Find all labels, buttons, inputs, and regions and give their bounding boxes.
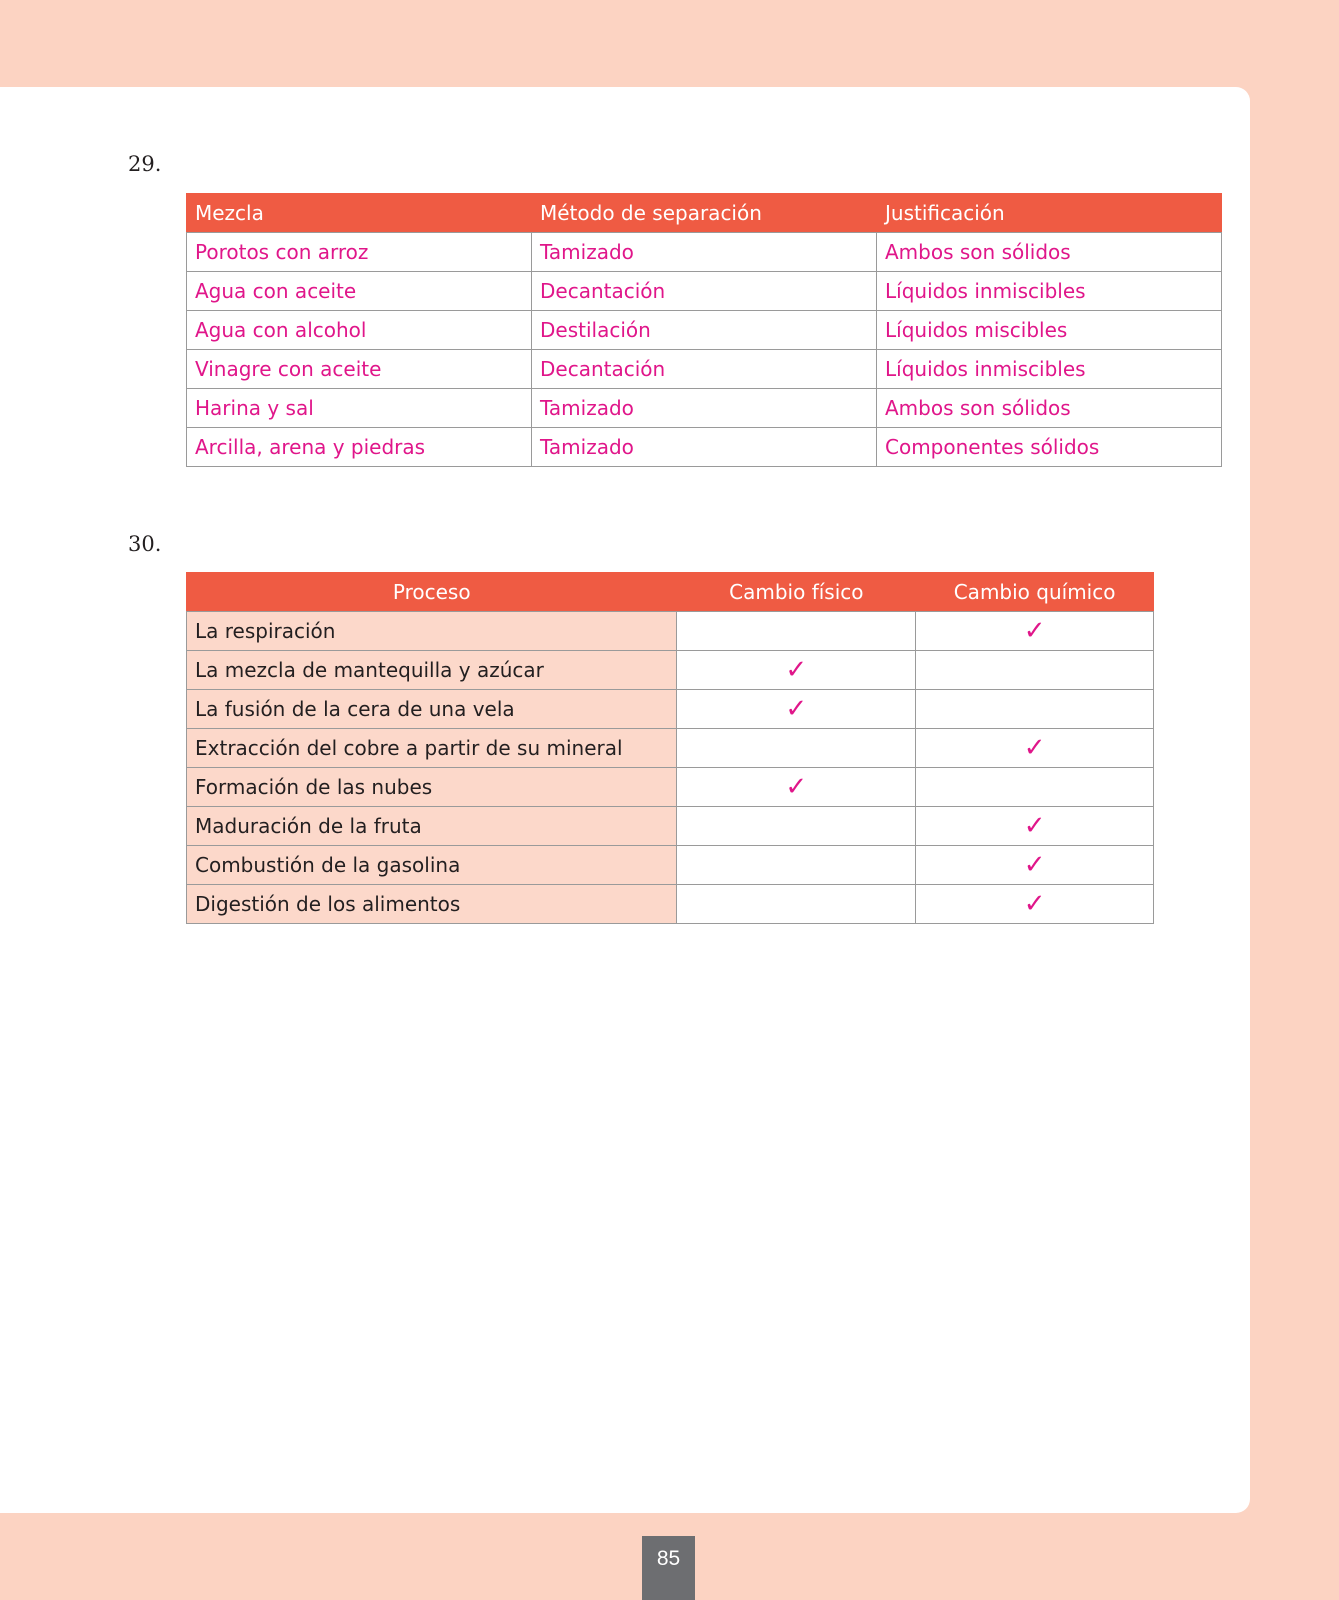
- check-icon: [677, 846, 916, 885]
- question-30-number: 30.: [128, 532, 162, 556]
- mezcla-cell: Agua con alcohol: [187, 311, 532, 350]
- page-number: 85: [642, 1536, 695, 1600]
- check-icon: ✓: [916, 612, 1154, 651]
- check-icon: ✓: [677, 768, 916, 807]
- header-cambio-fisico: Cambio físico: [677, 573, 916, 612]
- header-cambio-quimico: Cambio químico: [916, 573, 1154, 612]
- justificacion-cell: Líquidos inmiscibles: [877, 350, 1222, 389]
- table-row: [187, 311, 1222, 350]
- table-row: [187, 389, 1222, 428]
- table-row: [187, 651, 1154, 690]
- check-icon: ✓: [916, 885, 1154, 924]
- proceso-cell: La mezcla de mantequilla y azúcar: [187, 651, 677, 690]
- header-justificacion: Justificación: [877, 194, 1222, 233]
- table-row: [187, 428, 1222, 467]
- justificacion-cell: Ambos son sólidos: [877, 233, 1222, 272]
- mezcla-cell: Arcilla, arena y piedras: [187, 428, 532, 467]
- proceso-cell: La fusión de la cera de una vela: [187, 690, 677, 729]
- table-row: [187, 612, 1154, 651]
- table-row: [187, 846, 1154, 885]
- mezcla-cell: Porotos con arroz: [187, 233, 532, 272]
- metodo-cell: Destilación: [532, 311, 877, 350]
- metodo-cell: Decantación: [532, 272, 877, 311]
- check-icon: ✓: [916, 807, 1154, 846]
- mezcla-cell: Harina y sal: [187, 389, 532, 428]
- check-icon: [677, 612, 916, 651]
- justificacion-cell: Líquidos miscibles: [877, 311, 1222, 350]
- check-icon: ✓: [677, 690, 916, 729]
- check-icon: ✓: [677, 651, 916, 690]
- table-row: [187, 272, 1222, 311]
- justificacion-cell: Componentes sólidos: [877, 428, 1222, 467]
- proceso-cell: Extracción del cobre a partir de su mineral: [187, 729, 677, 768]
- check-icon: [916, 651, 1154, 690]
- proceso-cell: Combustión de la gasolina: [187, 846, 677, 885]
- table-row: [187, 690, 1154, 729]
- table-row: [187, 350, 1222, 389]
- check-icon: [677, 807, 916, 846]
- check-icon: ✓: [916, 729, 1154, 768]
- proceso-cell: Formación de las nubes: [187, 768, 677, 807]
- question-29-number: 29.: [128, 152, 162, 176]
- mezcla-cell: Agua con aceite: [187, 272, 532, 311]
- justificacion-cell: Ambos son sólidos: [877, 389, 1222, 428]
- check-icon: ✓: [916, 846, 1154, 885]
- metodo-cell: Tamizado: [532, 389, 877, 428]
- physical-chemical-change-table: [186, 572, 1154, 924]
- mezcla-cell: Vinagre con aceite: [187, 350, 532, 389]
- proceso-cell: Maduración de la fruta: [187, 807, 677, 846]
- header-mezcla: Mezcla: [187, 194, 532, 233]
- table-row: [187, 233, 1222, 272]
- header-proceso: Proceso: [187, 573, 677, 612]
- metodo-cell: Tamizado: [532, 233, 877, 272]
- check-icon: [916, 690, 1154, 729]
- table-row: [187, 768, 1154, 807]
- proceso-cell: Digestión de los alimentos: [187, 885, 677, 924]
- proceso-cell: La respiración: [187, 612, 677, 651]
- table-row: [187, 807, 1154, 846]
- justificacion-cell: Líquidos inmiscibles: [877, 272, 1222, 311]
- check-icon: [677, 885, 916, 924]
- metodo-cell: Tamizado: [532, 428, 877, 467]
- metodo-cell: Decantación: [532, 350, 877, 389]
- separation-methods-table: [186, 193, 1222, 467]
- table-header-row: [187, 573, 1154, 612]
- header-metodo: Método de separación: [532, 194, 877, 233]
- check-icon: [916, 768, 1154, 807]
- table-header-row: [187, 194, 1222, 233]
- table-row: [187, 729, 1154, 768]
- table-row: [187, 885, 1154, 924]
- check-icon: [677, 729, 916, 768]
